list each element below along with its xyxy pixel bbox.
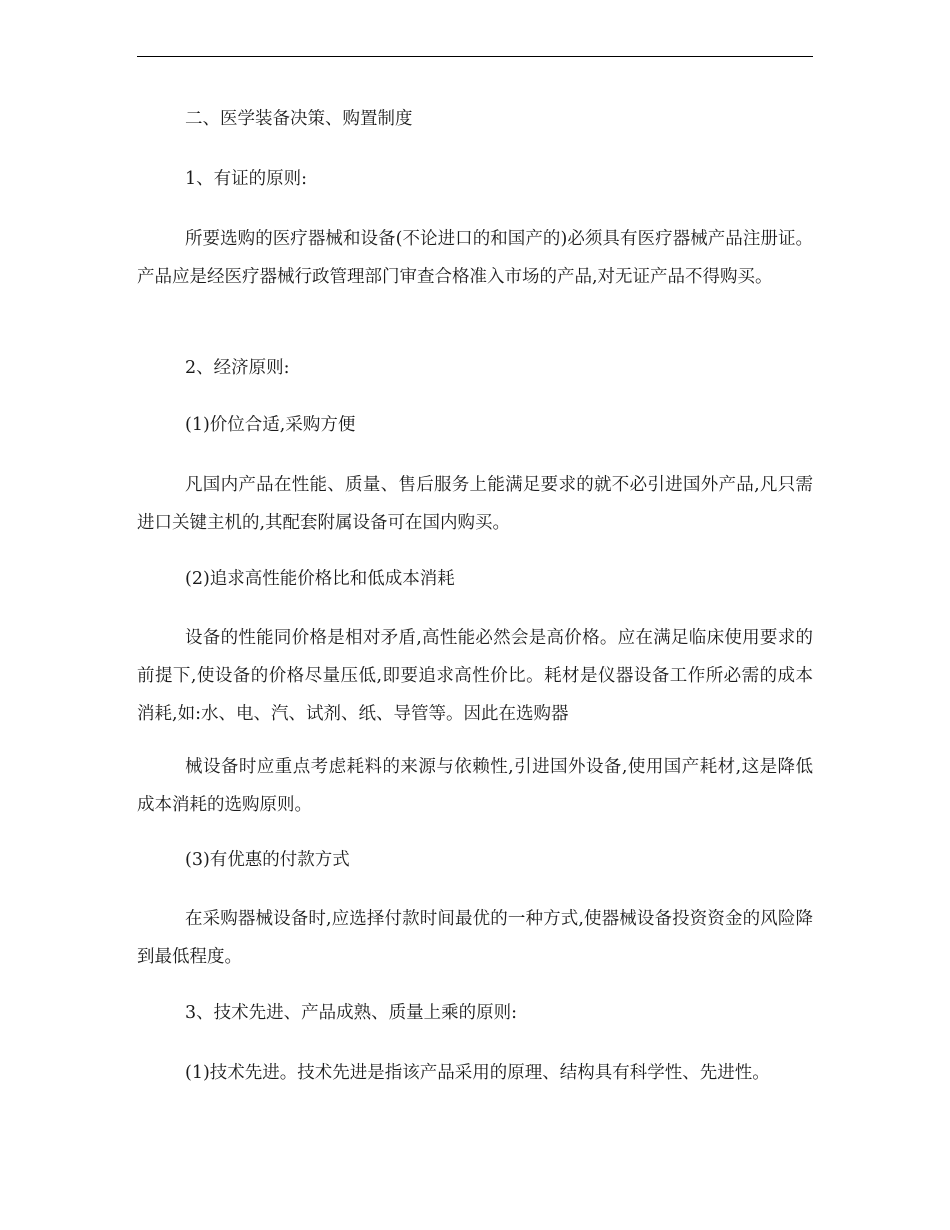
- sub-2-3-paragraph: 在采购器械设备时,应选择付款时间最优的一种方式,使器械设备投资资金的风险降到最低程度。: [137, 909, 813, 967]
- sub-2-2-paragraph-a: 设备的性能同价格是相对矛盾,高性能必然会是高价格。应在满足临床使用要求的前提下,使设备的价格尽量压低,即要追求高性价比。耗材是仪器设备工作所必需的成本消耗,如:水、电、汽、试剂、纸、导管等。因此在选购器: [137, 628, 813, 724]
- sub-2-3-heading: (3)有优惠的付款方式: [185, 850, 350, 870]
- principle-2-heading: 2、经济原则:: [185, 358, 290, 378]
- sub-2-1-paragraph: 凡国内产品在性能、质量、售后服务上能满足要求的就不必引进国外产品,凡只需进口关键主机的,其配套附属设备可在国内购买。: [137, 475, 813, 533]
- principle-1-heading: 1、有证的原则:: [185, 169, 308, 189]
- section-title: 二、医学装备决策、购置制度: [185, 109, 413, 129]
- header-rule: [137, 56, 813, 57]
- sub-3-1-paragraph: (1)技术先进。技术先进是指该产品采用的原理、结构具有科学性、先进性。: [185, 1063, 770, 1083]
- sub-2-2-paragraph-b: 械设备时应重点考虑耗料的来源与依赖性,引进国外设备,使用国产耗材,这是降低成本消耗的选购原则。: [137, 757, 813, 815]
- sub-2-2-heading: (2)追求高性能价格比和低成本消耗: [185, 569, 455, 589]
- sub-2-1-heading: (1)价位合适,采购方便: [185, 415, 356, 435]
- principle-3-heading: 3、技术先进、产品成熟、质量上乘的原则:: [185, 1003, 518, 1023]
- principle-1-paragraph: 所要选购的医疗器械和设备(不论进口的和国产的)必须具有医疗器械产品注册证。产品应是经医疗器械行政管理部门审查合格准入市场的产品,对无证产品不得购买。: [137, 229, 813, 287]
